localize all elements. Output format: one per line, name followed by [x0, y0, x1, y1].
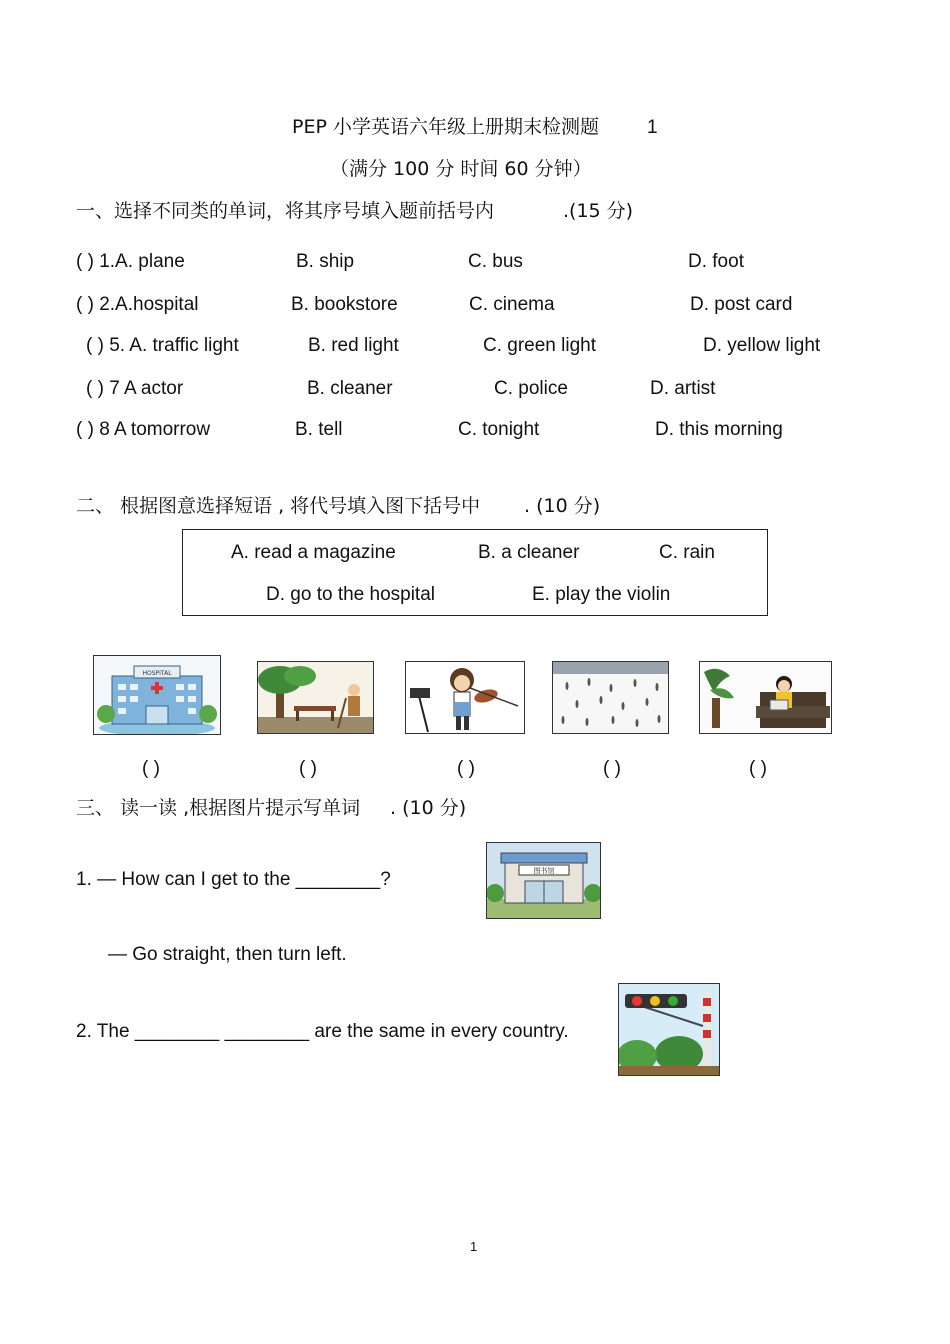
violin-picture: [405, 661, 525, 734]
section2-heading: 二、 根据图意选择短语 , 将代号填入图下括号中: [76, 495, 481, 517]
hospital-picture: [93, 655, 221, 735]
q7-option-d: D. artist: [650, 378, 716, 399]
library-picture: [486, 842, 601, 919]
q2-option-d: D. post card: [690, 294, 793, 315]
q5-option-b: B. red light: [308, 335, 399, 356]
page-subtitle: （满分 100 分 时间 60 分钟）: [330, 158, 592, 180]
q1-option-b: B. ship: [296, 251, 355, 272]
q1-stem: ( ) 1.A. plane: [76, 251, 185, 272]
picture2-answer-bracket[interactable]: ( ): [299, 758, 317, 779]
q7-option-b: B. cleaner: [307, 378, 393, 399]
rain-picture: [552, 661, 669, 734]
q7-option-c: C. police: [494, 378, 568, 399]
q7-stem: ( ) 7 A actor: [86, 378, 184, 399]
picture3-answer-bracket[interactable]: ( ): [457, 758, 475, 779]
section1-heading: 一、选择不同类的单词，将其序号填入题前括号内: [76, 200, 495, 222]
q2-option-b: B. bookstore: [291, 294, 398, 315]
hospital-sign-text: HOSPITAL: [142, 670, 172, 677]
picture5-answer-bracket[interactable]: ( ): [749, 758, 767, 779]
q1-option-c: C. bus: [468, 251, 523, 272]
q5-stem: ( ) 5. A. traffic light: [86, 335, 239, 356]
phrase-option-d: D. go to the hospital: [266, 584, 435, 605]
section2-score: . (10 分): [524, 495, 601, 517]
q5-option-d: D. yellow light: [703, 335, 821, 356]
library-sign-text: 图书馆: [533, 867, 555, 875]
q2-option-c: C. cinema: [469, 294, 555, 315]
question1-text: 1. — How can I get to the ________?: [76, 869, 391, 890]
section3-score: . (10 分): [390, 797, 467, 819]
reading-magazine-picture: [699, 661, 832, 734]
cleaner-picture: [257, 661, 374, 734]
picture1-answer-bracket[interactable]: ( ): [142, 758, 160, 779]
phrase-option-a: A. read a magazine: [231, 542, 396, 563]
picture4-answer-bracket[interactable]: ( ): [603, 758, 621, 779]
traffic-light-picture: [618, 983, 720, 1076]
section1-score: .(15 分): [563, 200, 634, 222]
phrase-option-c: C. rain: [659, 542, 715, 563]
section3-heading: 三、 读一读 ,根据图片提示写单词: [76, 797, 361, 819]
page-title-number: 1: [647, 117, 658, 138]
page-number: 1: [470, 1239, 478, 1254]
phrase-option-b: B. a cleaner: [478, 542, 580, 563]
q8-stem: ( ) 8 A tomorrow: [76, 419, 211, 440]
q5-option-c: C. green light: [483, 335, 597, 356]
q8-option-c: C. tonight: [458, 419, 540, 440]
q2-stem: ( ) 2.A.hospital: [76, 294, 199, 315]
q8-option-b: B. tell: [295, 419, 343, 440]
page-title: PEP 小学英语六年级上册期末检测题: [292, 116, 599, 138]
q1-option-d: D. foot: [688, 251, 744, 272]
phrase-option-e: E. play the violin: [532, 584, 671, 605]
q8-option-d: D. this morning: [655, 419, 783, 440]
question1-answer-text: — Go straight, then turn left.: [108, 944, 347, 965]
question2-text: 2. The ________ ________ are the same in every country.: [76, 1021, 569, 1042]
